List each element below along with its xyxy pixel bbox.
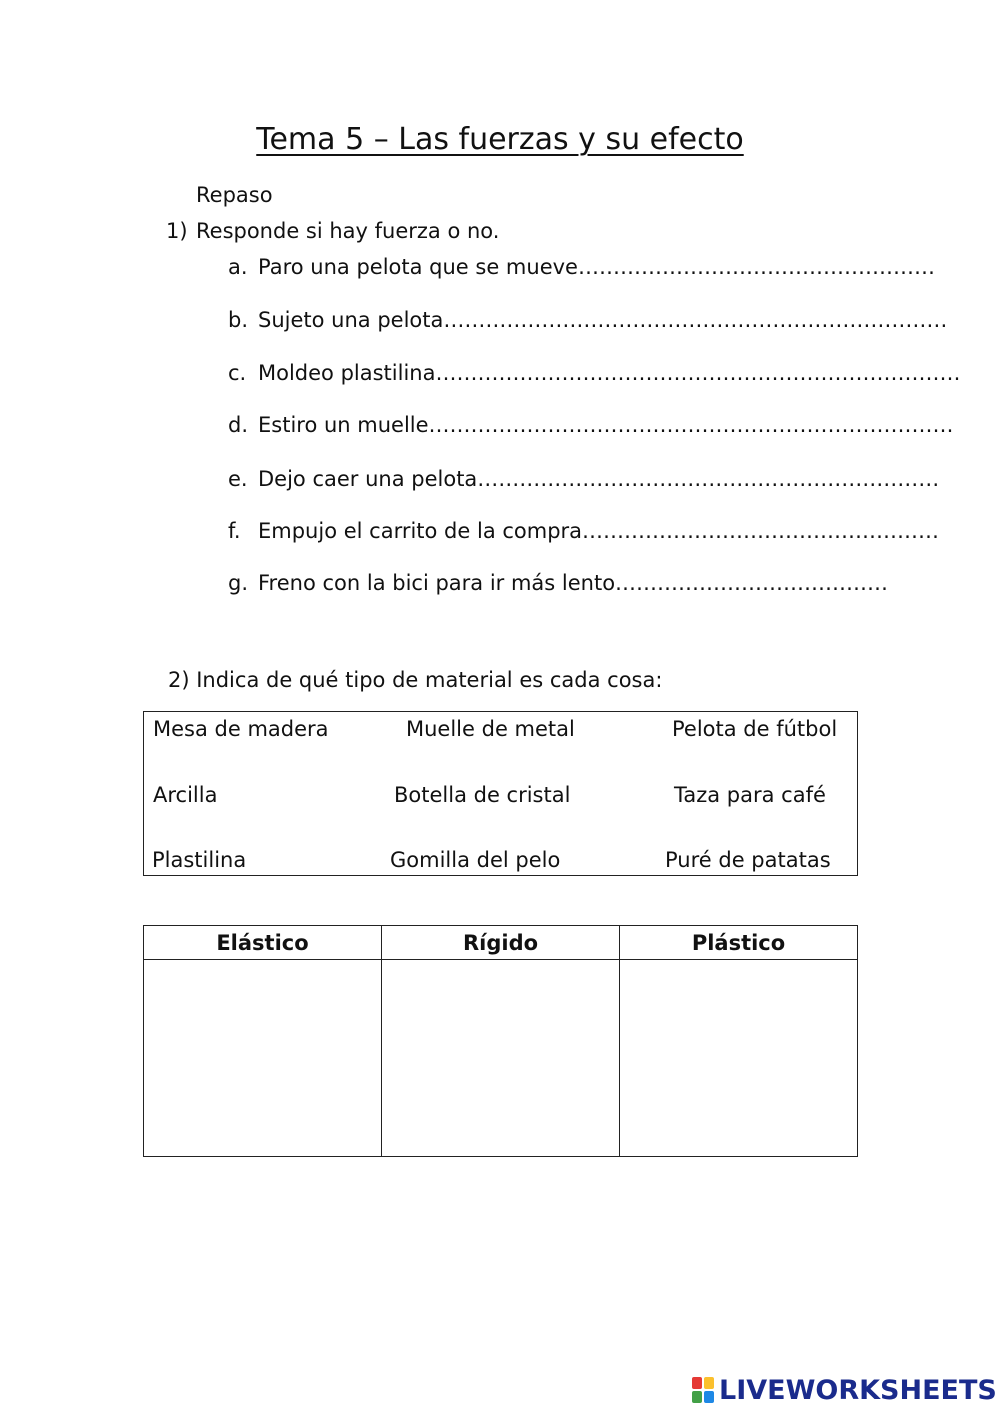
item-text[interactable]: Estiro un muelle………………………………………………………………… [258, 413, 954, 437]
item-text[interactable]: Moldeo plastilina………………………………………………………………… [258, 361, 961, 385]
material-item[interactable]: Gomilla del pelo [390, 848, 561, 872]
question-1-number: 1) [166, 219, 188, 243]
liveworksheets-logo-text: LIVEWORKSHEETS [719, 1374, 997, 1406]
logo-block [692, 1377, 702, 1389]
logo-block [692, 1391, 702, 1403]
material-item[interactable]: Arcilla [153, 783, 218, 807]
logo-block [704, 1391, 714, 1403]
material-item[interactable]: Taza para café [674, 783, 826, 807]
item-letter: e. [228, 467, 248, 491]
question-2-prompt: 2) Indica de qué tipo de material es cada cosa: [168, 668, 663, 692]
subtitle: Repaso [196, 183, 273, 207]
item-text[interactable]: Dejo caer una pelota………………………………………………………… [258, 467, 940, 491]
item-letter: a. [228, 255, 248, 279]
material-item[interactable]: Pelota de fútbol [672, 717, 838, 741]
drop-zone-plastico[interactable] [620, 960, 858, 1157]
material-item[interactable]: Puré de patatas [665, 848, 831, 872]
item-text[interactable]: Freno con la bici para ir más lento………………………………… [258, 571, 889, 595]
logo-block [704, 1377, 714, 1389]
materials-box [143, 711, 858, 876]
category-header-elastico: Elástico [144, 926, 382, 960]
item-letter: b. [228, 308, 249, 332]
item-letter: c. [228, 361, 247, 385]
worksheet-title: Tema 5 – Las fuerzas y su efecto [256, 122, 744, 157]
material-item[interactable]: Mesa de madera [153, 717, 329, 741]
liveworksheets-logo [692, 1374, 997, 1406]
item-letter: d. [228, 413, 249, 437]
question-1-prompt: Responde si hay fuerza o no. [196, 219, 500, 243]
drop-zone-rigido[interactable] [382, 960, 620, 1157]
material-item[interactable]: Muelle de metal [406, 717, 575, 741]
item-text[interactable]: Paro una pelota que se mueve…………………………………………… [258, 255, 935, 279]
category-header-rigido: Rígido [382, 926, 620, 960]
drop-zone-elastico[interactable] [144, 960, 382, 1157]
category-table [143, 925, 858, 1157]
item-text[interactable]: Empujo el carrito de la compra…………………………………………… [258, 519, 940, 543]
material-item[interactable]: Botella de cristal [394, 783, 571, 807]
item-letter: g. [228, 571, 249, 595]
item-letter: f. [228, 519, 241, 543]
category-header-plastico: Plástico [620, 926, 858, 960]
liveworksheets-logo-icon [692, 1377, 716, 1403]
material-item[interactable]: Plastilina [152, 848, 247, 872]
item-text[interactable]: Sujeto una pelota……………………………………………………………… [258, 308, 948, 332]
